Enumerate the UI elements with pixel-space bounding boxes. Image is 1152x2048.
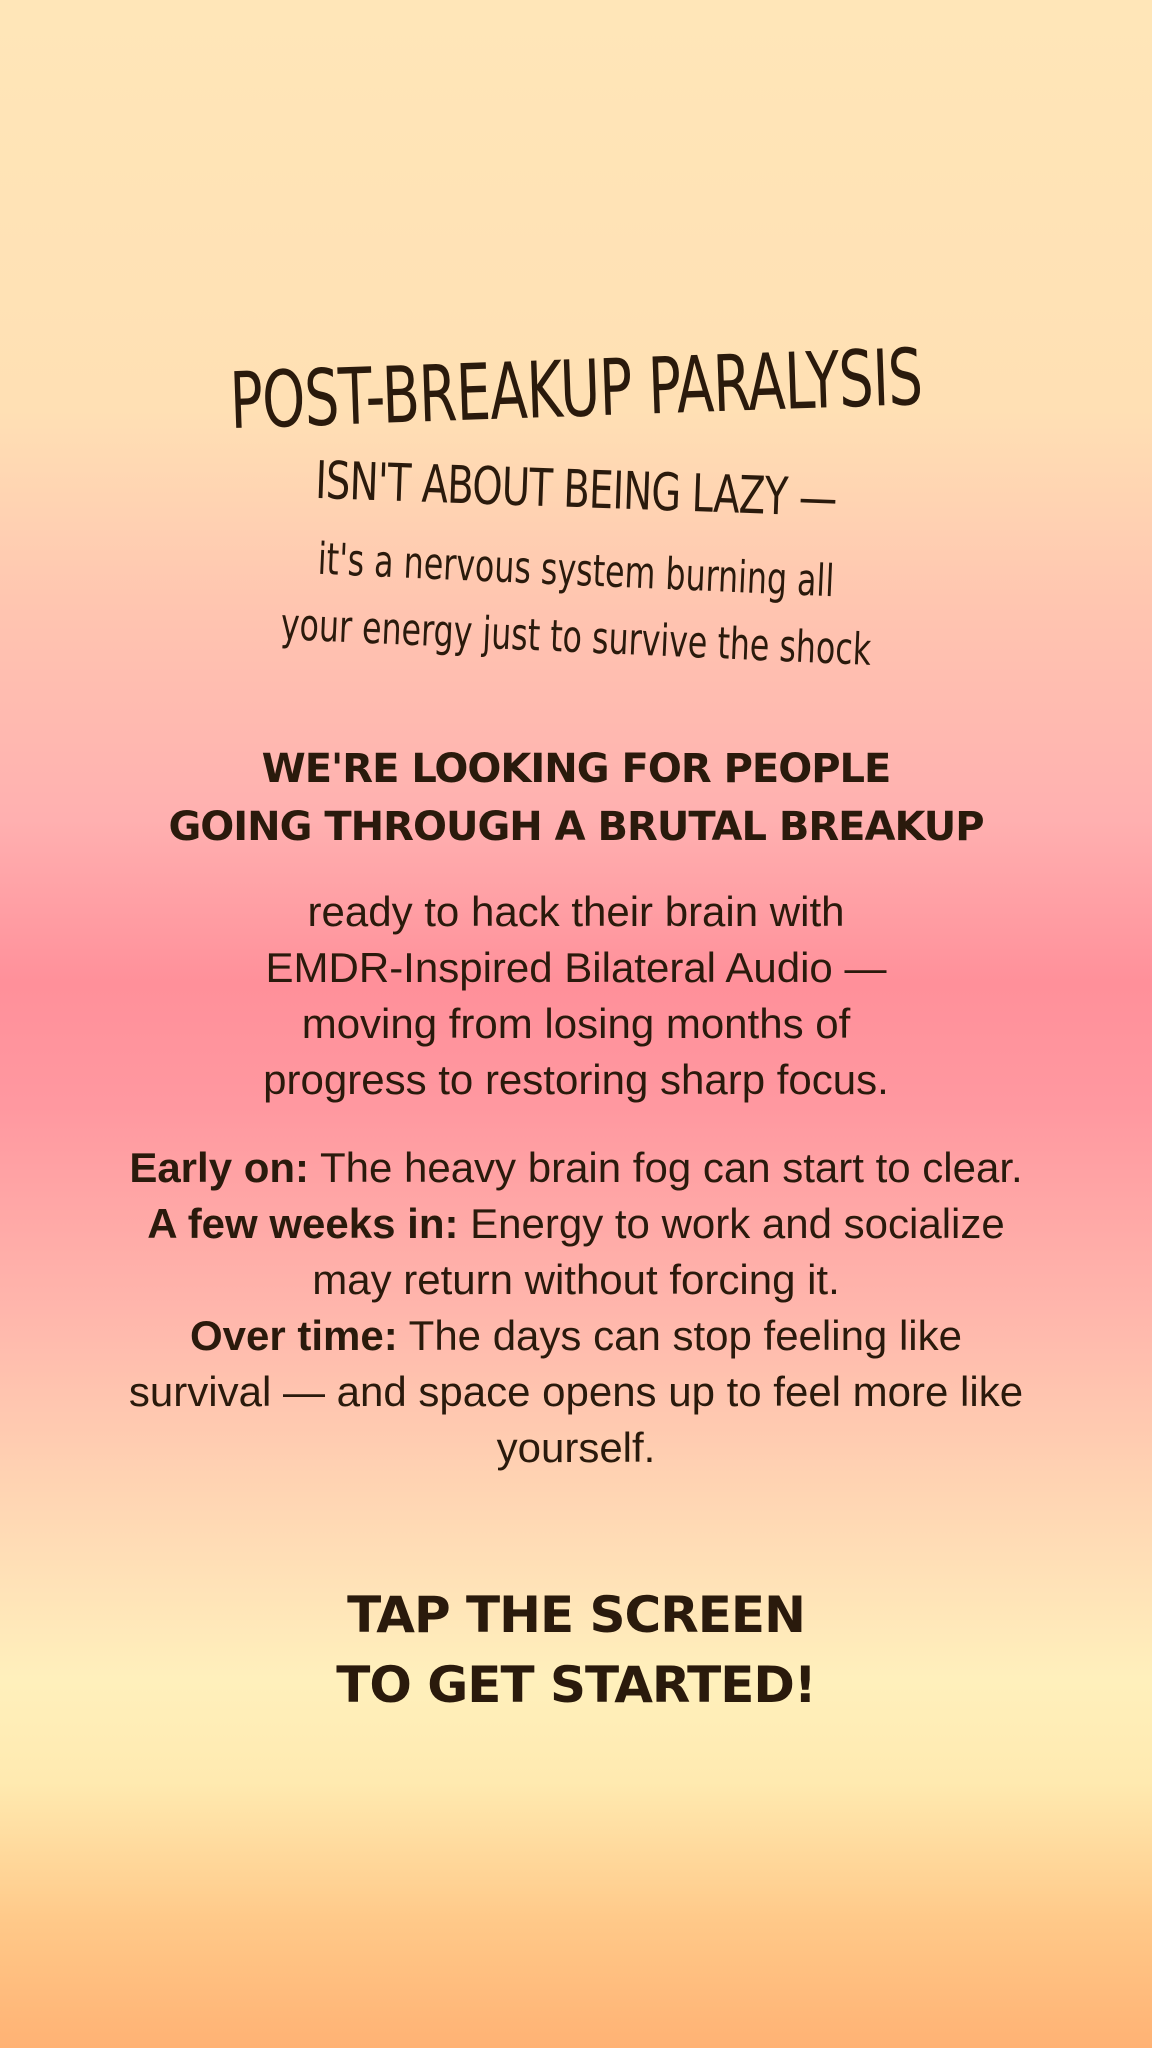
timeline-item-early — [126, 1140, 1026, 1196]
timeline-item-weeks — [126, 1196, 1026, 1308]
timeline-list — [126, 1140, 1026, 1476]
cta-line1: TAP THE SCREEN — [347, 1586, 805, 1644]
timeline-label: Early on: — [129, 1144, 310, 1191]
headline-tagline-line2: your energy just to survive the shock — [279, 599, 873, 676]
headline-subtitle: ISN'T ABOUT BEING LAZY — — [314, 450, 838, 530]
timeline-item-overtime — [126, 1308, 1026, 1476]
headline-tagline-line1: it's a nervous system burning all — [316, 533, 836, 608]
headline-title: POST-BREAKUP PARALYSIS — [228, 332, 924, 448]
timeline-text: Energy to work and socialize may return without forcing it. — [312, 1200, 1005, 1303]
recruitment-heading — [0, 740, 1152, 856]
cta-line2: TO GET STARTED! — [336, 1656, 816, 1714]
recruitment-line1: WE'RE LOOKING FOR PEOPLE — [261, 746, 891, 792]
timeline-label: Over time: — [190, 1312, 398, 1359]
timeline-label: A few weeks in: — [147, 1200, 459, 1247]
intro-line2: EMDR-Inspired Bilateral Audio — — [265, 944, 887, 991]
timeline-text: The days can stop feeling like survival — and space opens up to feel more like yourself. — [128, 1312, 1024, 1471]
intro-line3: moving from losing months of — [301, 1000, 851, 1047]
intro-line4: progress to restoring sharp focus. — [263, 1056, 889, 1103]
timeline-text: The heavy brain fog can start to clear. — [309, 1144, 1023, 1191]
intro-paragraph — [0, 884, 1152, 1108]
cta-text[interactable] — [0, 1580, 1152, 1720]
recruitment-line2: GOING THROUGH A BRUTAL BREAKUP — [168, 804, 984, 850]
intro-line1: ready to hack their brain with — [307, 888, 845, 935]
